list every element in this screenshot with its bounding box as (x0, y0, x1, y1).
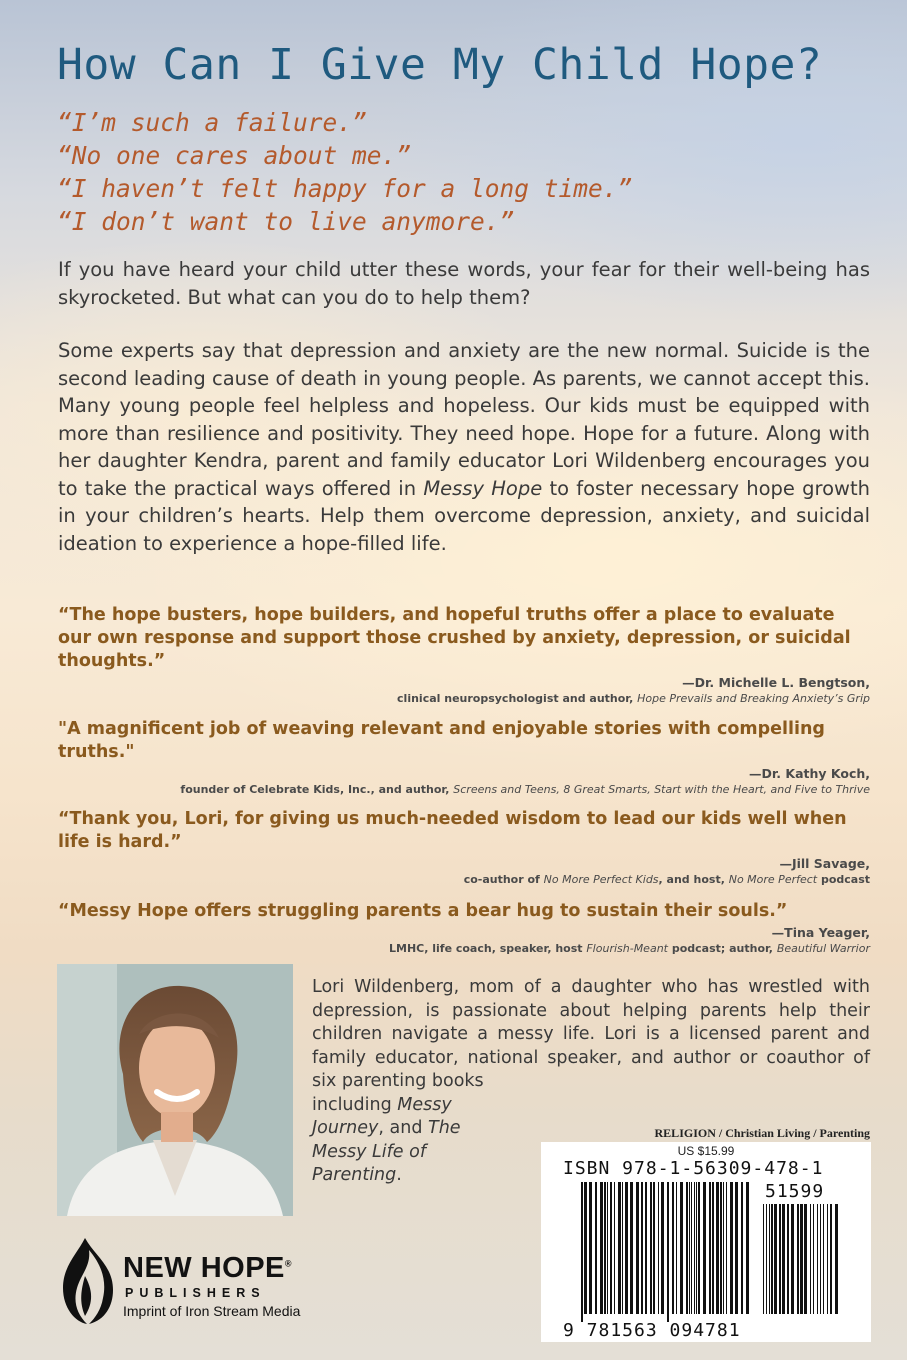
child-quote: “I’m such a failure.” (57, 108, 367, 137)
barcode-bar (827, 1204, 828, 1314)
barcode-bar (610, 1182, 612, 1314)
author-bio-books (312, 1094, 512, 1188)
flame-icon (55, 1236, 115, 1326)
barcode-digits: 9 781563 094781 (563, 1320, 741, 1341)
barcode-bar (766, 1204, 767, 1314)
barcode-bar (769, 1204, 770, 1314)
endorsement-attribution (58, 675, 870, 707)
barcode-bar (604, 1182, 606, 1314)
barcode-bar (810, 1204, 811, 1314)
barcode-bar (595, 1182, 597, 1314)
barcode-bar (622, 1182, 623, 1314)
endorsement-attribution (58, 856, 870, 888)
barcode-bar (645, 1182, 647, 1314)
barcode-bar (817, 1204, 818, 1314)
endorser-work: No More Perfect (728, 873, 818, 886)
barcode-bar (689, 1182, 690, 1314)
endorsement (58, 808, 870, 888)
price-barcode (763, 1204, 841, 1322)
endorser-work: No More Perfect Kids (543, 873, 659, 886)
barcode-bar (600, 1182, 603, 1314)
description-text: Some experts say that depression and anxiety are the new normal. Suicide is the second leading cause of death in young people. As parents, we cannot accept this. Many young people feel helpless and hopeless. Our kids must be equipped with more than resilience and positivity. They need hope. Hope for a future. Along with her daughter Kendra, parent and family educator Lori Wildenberg encourages you to take the practical ways offered in (58, 339, 870, 500)
endorser-role (58, 691, 870, 707)
endorser-works: Hope Prevails and Breaking Anxiety’s Grip (637, 692, 870, 705)
endorser-work: Flourish-Meant (586, 942, 668, 955)
barcode-bar (791, 1204, 794, 1314)
barcode-bar (581, 1182, 583, 1322)
endorser-name: —Dr. Michelle L. Bengtson, (682, 675, 870, 690)
price-code-label: 51599 (765, 1181, 825, 1202)
endorsement-quote: “The hope busters, hope builders, and hopeful truths offer a place to evaluate our own response and support those crushed by anxiety, depression, or suicidal thoughts.” (58, 605, 851, 671)
barcode-bar (774, 1204, 777, 1314)
description-paragraph (58, 337, 870, 557)
barcode-bar (636, 1182, 639, 1314)
endorser-role-text: podcast; author, (667, 942, 777, 955)
child-quote: “I haven’t felt happy for a long time.” (57, 174, 633, 203)
book-title: The Messy Life of Parenting (312, 1118, 461, 1185)
publisher-logo (55, 1232, 345, 1327)
endorser-role (58, 872, 870, 888)
endorsement-attribution (58, 925, 870, 957)
barcode-bar (787, 1204, 789, 1314)
endorsement-attribution (58, 766, 870, 798)
barcode-bar (614, 1182, 615, 1314)
endorsement-quote: “Thank you, Lori, for giving us much-needed wisdom to lead our kids well when life is hard.” (58, 809, 847, 852)
barcode-bar (607, 1182, 608, 1314)
endorsement (58, 718, 870, 798)
barcode-bar (658, 1182, 659, 1314)
barcode-bar (694, 1182, 695, 1314)
endorser-name: —Jill Savage, (779, 856, 870, 871)
barcode-bar (709, 1182, 711, 1314)
barcode-bar (712, 1182, 714, 1314)
isbn-label: ISBN 978-1-56309-478-1 (563, 1158, 824, 1179)
barcode-bar (820, 1204, 821, 1314)
barcode-bar (804, 1204, 807, 1314)
bisac-category: RELIGION / Christian Living / Parenting (654, 1126, 870, 1140)
endorser-name: —Dr. Kathy Koch, (749, 766, 870, 781)
author-bio-text: , and (378, 1118, 428, 1138)
barcode-bar (741, 1182, 743, 1314)
author-bio-text: including (312, 1094, 398, 1115)
barcode-bar (691, 1182, 692, 1314)
endorser-role (58, 941, 870, 957)
child-quote: “No one cares about me.” (57, 141, 412, 170)
barcode-bar (625, 1182, 628, 1314)
endorsement (58, 900, 870, 957)
barcode-bar (698, 1182, 700, 1314)
headline: How Can I Give My Child Hope? (57, 40, 823, 90)
barcode-bar (686, 1182, 688, 1314)
endorser-role (58, 782, 870, 798)
barcode-bar (680, 1182, 683, 1314)
barcode-bar (676, 1182, 677, 1314)
barcode-bar (653, 1182, 655, 1314)
barcode-bar (703, 1182, 706, 1314)
publisher-imprint: Imprint of Iron Stream Media (123, 1303, 301, 1319)
endorser-role-text: , and host, (658, 873, 729, 886)
endorsement-quote: “Messy Hope offers struggling parents a bear hug to sustain their souls.” (58, 901, 788, 921)
barcode-bar (779, 1204, 781, 1314)
endorsement-quote: "A magnificent job of weaving relevant and enjoyable stories with compelling truths." (58, 719, 825, 762)
author-photo (57, 964, 293, 1216)
endorser-role-text: founder of Celebrate Kids, Inc., and author, (180, 783, 454, 796)
endorser-role-text: podcast (817, 873, 870, 886)
barcode-bar (696, 1182, 697, 1314)
barcode-bar (723, 1182, 724, 1314)
description-text: to foster necessary hope growth in your children’s hearts. Help them overcome depression, anxiety, and suicidal ideation to experience a hope-filled life. (58, 476, 870, 555)
author-portrait-image (57, 964, 293, 1216)
barcode-bar (726, 1182, 727, 1314)
barcode-bar (589, 1182, 592, 1314)
endorser-name: —Tina Yeager, (771, 925, 870, 940)
intro-paragraph: If you have heard your child utter these words, your fear for their well-being has skyrocketed. But what can you do to help them? (58, 258, 870, 309)
barcode-bar (835, 1204, 838, 1314)
author-bio-text: Lori Wildenberg, mom of a daughter who has wrestled with depression, is passionate about helping parents help their children navigate a messy life. Lori is a licensed parent and family educator, national speaker, and author or coauthor of six parenting books (312, 977, 870, 1091)
price-label: US $15.99 (677, 1144, 735, 1158)
barcode-bar (618, 1182, 621, 1314)
barcode-bar (630, 1182, 633, 1314)
book-title: Messy Journey (312, 1094, 452, 1138)
endorser-works: Screens and Teens, 8 Great Smarts, Start with the Heart, and Five to Thrive (453, 783, 870, 796)
barcode-bar (650, 1182, 652, 1314)
barcode-bar (797, 1204, 799, 1314)
publisher-subtitle: PUBLISHERS (125, 1286, 266, 1300)
barcode-bar (661, 1182, 664, 1314)
publisher-name: NEW HOPE® (123, 1252, 293, 1284)
barcode-bar (716, 1182, 719, 1314)
barcode-bar (672, 1182, 674, 1314)
endorser-role-text: co-author of (463, 873, 544, 886)
barcode-bar (667, 1182, 669, 1322)
barcode-bar (763, 1204, 764, 1314)
author-bio-text: . (396, 1165, 402, 1185)
child-quotes (57, 106, 632, 238)
barcode-panel (541, 1142, 871, 1342)
endorser-role-text: clinical neuropsychologist and author, (397, 692, 638, 705)
isbn-barcode (581, 1182, 751, 1322)
barcode-bar (771, 1204, 773, 1314)
barcode-bar (735, 1182, 738, 1314)
barcode-bar (720, 1182, 722, 1314)
barcode-bar (830, 1204, 832, 1314)
barcode-bar (782, 1204, 785, 1314)
child-quote: “I don’t want to live anymore.” (57, 207, 515, 236)
barcode-bar (641, 1182, 643, 1314)
barcode-bar (746, 1182, 749, 1314)
endorser-work: Beautiful Warrior (776, 942, 870, 955)
barcode-bar (813, 1204, 814, 1314)
endorser-role-text: LMHC, life coach, speaker, host (389, 942, 587, 955)
endorsement (58, 604, 870, 707)
barcode-bar (584, 1182, 587, 1314)
book-title: Messy Hope (423, 476, 543, 500)
barcode-bar (823, 1204, 824, 1314)
barcode-bar (730, 1182, 733, 1314)
barcode-bar (800, 1204, 803, 1314)
